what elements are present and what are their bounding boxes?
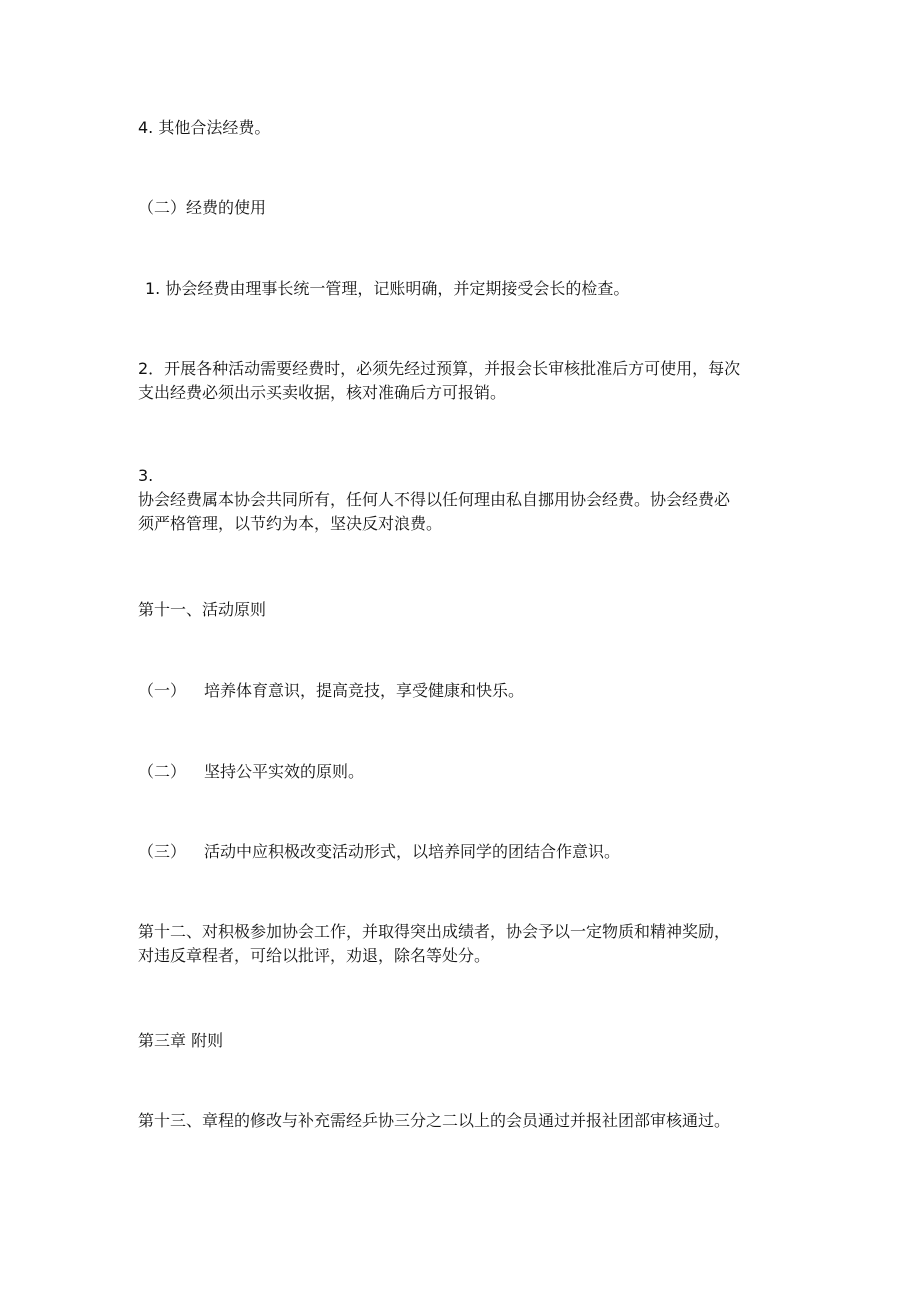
principle-item [138,840,788,864]
article-12-paragraph [138,920,788,968]
principle-label: （一） [138,681,187,700]
principle-text: 活动中应积极改变活动形式，以培养同学的团结合作意识。 [204,842,621,861]
principle-text: 培养体育意识，提高竞技，享受健康和快乐。 [204,681,525,700]
principle-item [138,760,788,784]
principle-text: 坚持公平实效的原则。 [204,762,365,781]
text-line: 对违反章程者，可给以批评，劝退，除名等处分。 [138,946,491,965]
text-line: 须严格管理，以节约为本，坚决反对浪费。 [138,514,443,533]
chapter-3-heading: 第三章 附则 [138,1031,224,1050]
article-13-paragraph: 第十三、章程的修改与补充需经乒协三分之二以上的会员通过并报社团部审核通过。 [138,1111,731,1130]
paragraph-fund-budget [138,357,788,405]
paragraph-other-funds: 4. 其他合法经费。 [138,118,271,137]
paragraph-fund-ownership [138,464,788,536]
text-line: 第十二、对积极参加协会工作，并取得突出成绩者，协会予以一定物质和精神奖励， [138,922,731,941]
text-line: 2．开展各种活动需要经费时，必须先经过预算，并报会长审核批准后方可使用，每次 [138,359,741,378]
principle-label: （二） [138,762,187,781]
paragraph-fund-management: 1. 协会经费由理事长统一管理，记账明确，并定期接受会长的检查。 [145,279,630,298]
text-line: 协会经费属本协会共同所有，任何人不得以任何理由私自挪用协会经费。协会经费必 [138,490,731,509]
principle-item [138,679,788,703]
section-heading-fund-use: （二）经费的使用 [138,198,267,217]
list-number: 3. [138,466,154,485]
text-line: 支出经费必须出示买卖收据，核对准确后方可报销。 [138,383,507,402]
principle-label: （三） [138,842,187,861]
article-11-heading: 第十一、活动原则 [138,600,267,619]
